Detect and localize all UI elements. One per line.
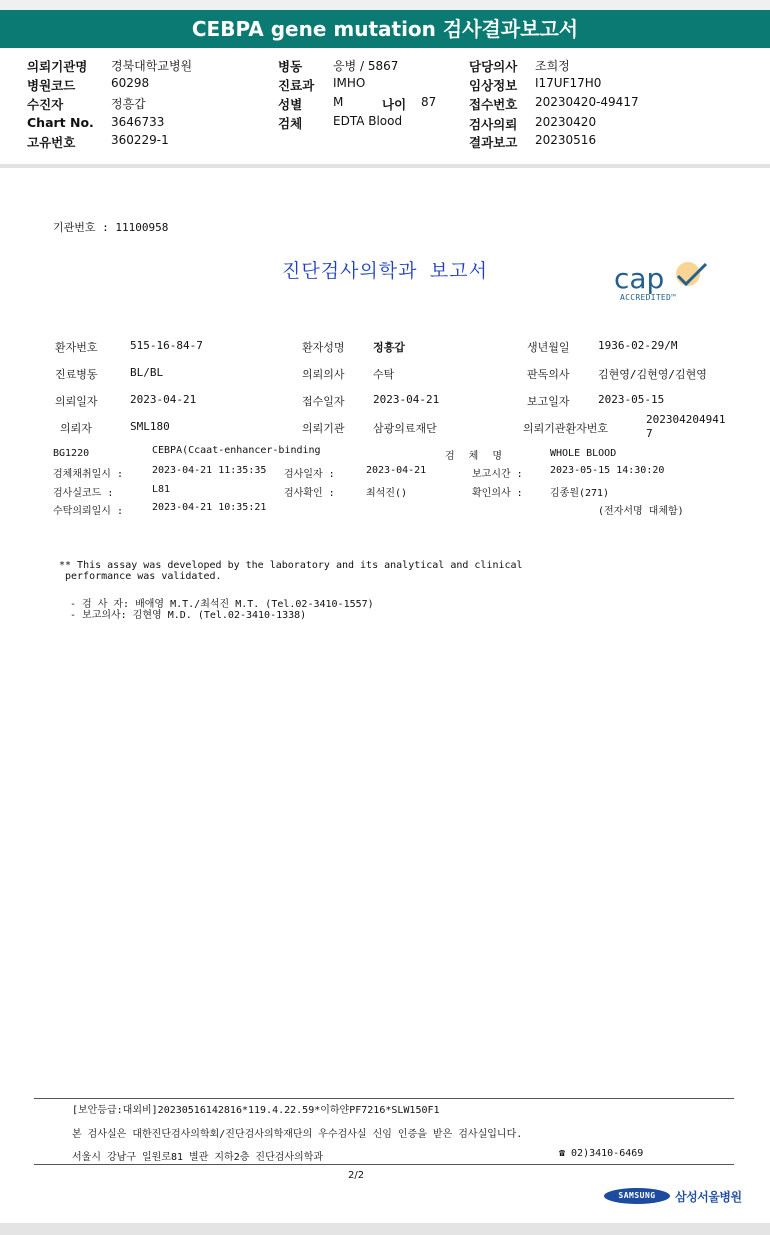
value-ward: BL/BL	[130, 366, 164, 379]
label-collection-time: 검체채취일시 :	[53, 469, 124, 480]
value-reading-doctor: 김현영/김현영/김현영	[598, 368, 707, 381]
header-panel	[0, 48, 770, 164]
assay-note-line-2: performance was validated.	[65, 571, 222, 582]
hdr-label-clinical-info: 임상정보	[469, 78, 518, 93]
hdr-value-clinical-info: I17UF17H0	[535, 76, 602, 90]
value-birth-date: 1936-02-29/M	[598, 339, 678, 352]
cap-logo-word: cap	[614, 262, 665, 295]
hdr-value-unique-no: 360229-1	[111, 133, 169, 147]
label-patient-name: 환자성명	[302, 341, 345, 354]
institution-number: 기관번호 : 11100958	[53, 221, 169, 234]
label-patient-no: 환자번호	[55, 341, 98, 354]
label-report-date: 보고일자	[527, 395, 570, 408]
hdr-label-result-date: 결과보고	[469, 135, 518, 150]
label-requesting-doctor: 의뢰의사	[302, 368, 345, 381]
value-requesting-doctor: 수탁	[373, 368, 395, 381]
report-title: 진단검사의학과 보고서	[282, 260, 488, 282]
hdr-label-patient: 수진자	[27, 97, 64, 112]
cap-accredited-logo	[614, 264, 714, 308]
hdr-value-request-date: 20230420	[535, 115, 597, 129]
hdr-value-age: 87	[421, 95, 437, 109]
footer-bottom-rule	[34, 1164, 734, 1165]
hdr-value-specimen: EDTA Blood	[333, 114, 403, 128]
value-collection-time: 2023-04-21 11:35:35	[152, 465, 267, 476]
value-report-date: 2023-05-15	[598, 393, 665, 406]
hdr-label-age: 나이	[382, 97, 407, 112]
label-report-time: 보고시간 :	[472, 469, 523, 480]
hdr-value-patient: 정흥갑	[111, 97, 146, 111]
label-lab-code: 검사실코드 :	[53, 488, 114, 499]
hdr-value-result-date: 20230516	[535, 133, 597, 147]
hdr-value-receipt-no: 20230420-49417	[535, 95, 639, 109]
value-patient-no: 515-16-84-7	[130, 339, 203, 352]
value-institution-patient-no: 202304204941	[646, 413, 726, 426]
cap-check-icon	[674, 260, 708, 292]
value-report-time: 2023-05-15 14:30:20	[550, 465, 665, 476]
value-test-date: 2023-04-21	[366, 465, 427, 476]
assay-note-line-1: ** This assay was developed by the laboratory and its analytical and clinical	[59, 560, 523, 571]
label-receipt-date: 접수일자	[302, 395, 345, 408]
hdr-label-physician: 담당의사	[469, 59, 518, 74]
footer-top-rule	[34, 1098, 734, 1099]
esign-note: (전자서명 대체함)	[598, 506, 684, 517]
certification-line: 본 검사실은 대한진단검사의학회/진단검사의학재단의 우수검사실 신임 인증을 받은 검사실입니다.	[72, 1129, 523, 1140]
hdr-value-ward: 응병 / 5867	[333, 59, 399, 73]
security-line: [보안등급:대외비]20230516142816*119.4.22.59*이하얀PF7216*SLW150F1	[72, 1105, 440, 1116]
hdr-label-department: 진료과	[278, 78, 315, 93]
label-consign-time: 수탁의뢰일시 :	[53, 506, 124, 517]
value-requester: SML180	[130, 420, 170, 433]
label-specimen-name: 검 체 명	[445, 451, 507, 462]
label-request-date: 의뢰일자	[55, 395, 98, 408]
value-patient-name: 정흥갑	[373, 341, 405, 354]
reporter-line: - 보고의사: 김현영 M.D. (Tel.02-3410-1338)	[70, 610, 307, 621]
page-number: 2/2	[348, 1170, 365, 1181]
value-institution-patient-no-cont: 7	[646, 427, 653, 440]
label-birth-date: 생년월일	[527, 341, 570, 354]
hdr-label-receipt-no: 접수번호	[469, 97, 518, 112]
phone-line: ☎ 02)3410-6469	[559, 1148, 644, 1159]
value-requesting-institution: 삼광의료재단	[373, 422, 437, 435]
value-specimen-name: WHOLE BLOOD	[550, 448, 617, 459]
address-line: 서울시 강남구 일원로81 별관 지하2층 진단검사의학과	[72, 1152, 324, 1163]
hdr-label-ward: 병동	[278, 59, 303, 74]
report-banner-title: CEBPA gene mutation 검사결과보고서	[0, 10, 770, 48]
hdr-value-physician: 조희정	[535, 59, 570, 73]
label-requester: 의뢰자	[60, 422, 92, 435]
hdr-value-chart-no: 3646733	[111, 115, 165, 129]
bottom-strip	[0, 1223, 770, 1235]
label-ward: 진료병동	[55, 368, 98, 381]
value-test-confirm: 최석진()	[366, 488, 408, 499]
hdr-label-sex: 성별	[278, 97, 303, 112]
hdr-label-unique-no: 고유번호	[27, 135, 76, 150]
label-requesting-institution: 의뢰기관	[302, 422, 345, 435]
hdr-value-institution: 경북대학교병원	[111, 59, 193, 73]
hospital-logo-text: 삼성서울병원	[675, 1190, 742, 1204]
value-lab-code: L81	[152, 484, 171, 495]
value-receipt-date: 2023-04-21	[373, 393, 440, 406]
hdr-value-department: IMHO	[333, 76, 366, 90]
test-name: CEBPA(Ccaat-enhancer-binding	[152, 445, 321, 456]
value-request-date: 2023-04-21	[130, 393, 197, 406]
label-reading-doctor: 판독의사	[527, 368, 570, 381]
hdr-label-hospital-code: 병원코드	[27, 78, 76, 93]
hdr-label-request-date: 검사의뢰	[469, 117, 518, 132]
label-test-date: 검사일자 :	[284, 469, 335, 480]
label-institution-patient-no: 의뢰기관환자번호	[523, 422, 609, 435]
hdr-value-sex: M	[333, 95, 344, 109]
label-confirm-doctor: 확인의사 :	[472, 488, 523, 499]
report-page	[0, 168, 770, 1223]
cap-logo-subtitle: ACCREDITED™	[620, 293, 677, 302]
hdr-value-hospital-code: 60298	[111, 76, 150, 90]
value-confirm-doctor: 김종원(271)	[550, 488, 610, 499]
test-code: BG1220	[53, 448, 90, 459]
hdr-label-chart-no: Chart No.	[27, 115, 94, 130]
value-consign-time: 2023-04-21 10:35:21	[152, 502, 267, 513]
hdr-label-specimen: 검체	[278, 116, 303, 131]
samsung-logo: SAMSUNG	[604, 1188, 670, 1204]
label-test-confirm: 검사확인 :	[284, 488, 335, 499]
hdr-label-institution: 의뢰기관명	[27, 59, 88, 74]
tester-line: - 검 사 자: 배애영 M.T./최석진 M.T. (Tel.02-3410-1557)	[70, 599, 374, 610]
